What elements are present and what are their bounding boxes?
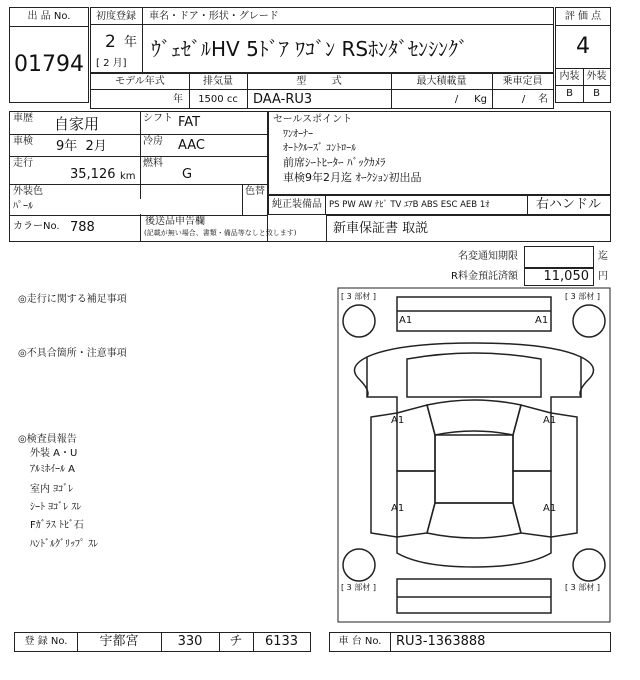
tire-br: [ 3 部材 ] (565, 583, 600, 592)
sales-point-2: ｵｰﾄｸﾙｰｽﾞ ｺﾝﾄﾛｰﾙ (283, 143, 357, 154)
mileage-value: 35,126 (70, 167, 116, 182)
lot-box (9, 7, 89, 103)
model-year-unit: 年 (173, 94, 183, 105)
mileage-label: 走行 (13, 158, 33, 169)
car-name: ｳﾞｪｾﾞﾙHV 5ﾄﾞｱ ﾜｺﾞﾝ RSﾎﾝﾀﾞｾﾝｼﾝｸﾞ (151, 37, 469, 61)
exterior-grade: B (593, 88, 600, 99)
score-value: 4 (576, 34, 590, 59)
inspection-label: 車検 (13, 136, 33, 147)
wheel-tr (573, 305, 605, 337)
front-bumper (397, 297, 551, 331)
chassis-box (329, 632, 611, 652)
score-box (555, 7, 611, 103)
car-damage-diagram (337, 287, 611, 623)
driving-remarks-label: ◎走行に関する補足事項 (18, 294, 127, 305)
aftermarket-note: (記載が無い場合、書類・備品等なしと致します) (144, 229, 297, 237)
windshield (427, 400, 521, 435)
warranty-box (326, 215, 611, 242)
reg-label: 登 録 No. (24, 636, 68, 647)
capacity: / 名 (521, 94, 548, 105)
capacity-label: 乗車定員 (502, 76, 543, 87)
sales-points-box (268, 111, 611, 195)
rear-bumper (397, 579, 551, 613)
year-unit: 年 (124, 35, 138, 50)
displacement-label: 排気量 (203, 76, 233, 87)
sales-point-3: 前席ｼｰﾄﾋｰﾀｰ ﾊﾞｯｸｶﾒﾗ (283, 156, 386, 169)
inspector-report-label: ◎検査員報告 (18, 434, 77, 445)
first-reg-label: 初度登録 (96, 11, 136, 22)
mileage-unit: km (120, 171, 136, 182)
new-car-warranty: 新車保証書 取説 (333, 221, 429, 236)
mark-a1: A1 (543, 503, 557, 514)
fuel-label: 燃料 (143, 158, 163, 169)
first-reg-month: [ 2 月] (96, 58, 127, 69)
inspector-line-2: ｱﾙﾐﾎｲｰﾙ A (30, 464, 76, 475)
recycle-label: R料金預託済額 (451, 271, 518, 282)
fuel-value: G (182, 167, 193, 182)
chassis-label: 車 台 No. (338, 636, 382, 647)
use-value: 自家用 (54, 115, 100, 133)
shift-value: FAT (178, 115, 201, 130)
inspector-line-5: Fｶﾞﾗｽ ﾄﾋﾞ石 (30, 520, 84, 531)
transfer-deadline-field (524, 246, 594, 268)
wheel-br (573, 549, 605, 581)
registration-box (14, 632, 311, 652)
steering-side: 右ハンドル (535, 197, 601, 212)
score-label: 評 価 点 (564, 11, 602, 22)
equipment-items: PS PW AW ﾅﾋﾞ TV ｴｱB ABS ESC AEB 1ｵ (329, 200, 490, 210)
car-name-label: 車名・ドア・形状・グレード (149, 11, 279, 22)
equipment-box (268, 195, 611, 215)
roof (435, 435, 513, 503)
chassis-number: RU3-1363888 (396, 634, 486, 649)
mark-a1: A1 (535, 315, 549, 326)
recycle-value: 11,050 (543, 269, 589, 284)
wheel-bl (343, 549, 375, 581)
recycle-field (524, 268, 594, 286)
rear-glass (427, 503, 521, 538)
transfer-unit: 迄 (598, 251, 608, 262)
use-label: 車歴 (13, 113, 33, 124)
displacement: 1500 cc (198, 94, 238, 105)
inspector-line-1: 外装 A・U (30, 448, 78, 459)
recycle-unit: 円 (598, 271, 608, 282)
defect-remarks-label: ◎不具合箇所・注意事項 (18, 348, 127, 359)
exterior-label: 外装 (586, 71, 607, 82)
shift-label: シフト (143, 113, 173, 124)
model-year-label: モデル年式 (115, 76, 165, 87)
transfer-label: 名変通知期限 (458, 251, 518, 262)
sales-points-label: セールスポイント (273, 114, 353, 125)
aircon-label: 冷房 (143, 136, 163, 147)
type-label: 型 式 (296, 76, 342, 87)
inspector-line-6: ﾊﾝﾄﾞﾙｸﾞﾘｯﾌﾟ ｽﾚ (30, 539, 99, 550)
reg-area: 宇都宮 (99, 634, 139, 649)
inspector-line-3: 室内 ﾖｺﾞﾚ (30, 484, 74, 495)
sales-point-4: 車検9年2月迄 ｵｰｸｼｮﾝ初出品 (283, 171, 422, 184)
max-load: / Kg (454, 94, 487, 105)
inspection-value: 9年 2月 (56, 139, 107, 154)
color-label: 外装色 (13, 186, 43, 197)
max-load-label: 最大積載量 (416, 76, 467, 87)
inspector-line-4: ｼｰﾄ ﾖｺﾞﾚ ｽﾚ (30, 502, 82, 513)
title-box (90, 7, 554, 73)
reg-kana: チ (229, 634, 243, 649)
sales-point-1: ﾜﾝｵｰﾅｰ (283, 129, 313, 140)
lot-label: 出 品 No. (27, 11, 71, 22)
type-value: DAA-RU3 (253, 92, 313, 107)
color-value: ﾊﾟｰﾙ (13, 201, 33, 212)
mark-a1: A1 (391, 503, 405, 514)
tire-tl: [ 3 部材 ] (341, 292, 376, 301)
equipment-label: 純正装備品 (272, 199, 322, 210)
aftermarket-label: 後送品申告欄 (145, 216, 205, 227)
mark-a1: A1 (391, 415, 405, 426)
mark-a1: A1 (543, 415, 557, 426)
color-no-label: カラーNo. (13, 221, 60, 232)
tire-bl: [ 3 部材 ] (341, 583, 376, 592)
mirror-right (580, 357, 594, 397)
wheel-tl (343, 305, 375, 337)
first-reg-year: 2 (105, 32, 116, 52)
car-outline (367, 343, 581, 567)
tire-tr: [ 3 部材 ] (565, 292, 600, 301)
mirror-left (355, 357, 369, 397)
hood (407, 353, 541, 397)
mark-a1: A1 (399, 315, 413, 326)
aftermarket-box (140, 214, 326, 242)
interior-label: 内装 (559, 71, 580, 82)
lot-number: 01794 (14, 52, 84, 77)
recolor-label: 色替 (245, 186, 265, 197)
reg-number: 6133 (264, 634, 299, 649)
aircon-value: AAC (178, 138, 205, 153)
color-no-value: 788 (70, 220, 95, 235)
reg-class: 330 (177, 634, 203, 649)
interior-grade: B (566, 88, 573, 99)
specs-row (90, 73, 554, 109)
